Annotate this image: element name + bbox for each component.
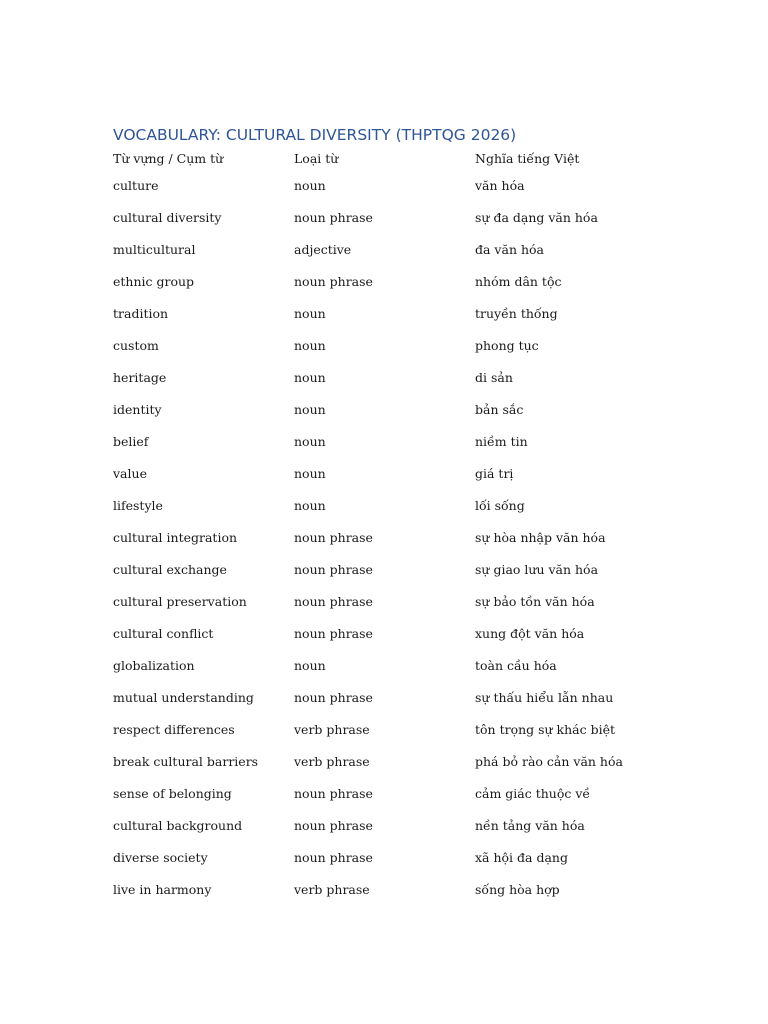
word-cell: culture (113, 177, 159, 193)
table-row (113, 361, 675, 393)
meaning-cell: truyền thống (475, 305, 558, 321)
word-cell: belief (113, 433, 149, 449)
type-cell: noun phrase (294, 273, 373, 289)
word-cell: mutual understanding (113, 689, 254, 705)
meaning-cell: phong tục (475, 337, 539, 353)
table-row (113, 649, 675, 681)
meaning-cell: cảm giác thuộc về (475, 785, 591, 801)
type-cell: noun phrase (294, 561, 373, 577)
type-cell: noun (294, 305, 326, 321)
table-row (113, 489, 675, 521)
meaning-cell: sự bảo tồn văn hóa (475, 593, 595, 609)
type-cell: verb phrase (294, 881, 370, 897)
word-cell: ethnic group (113, 273, 195, 289)
type-cell: verb phrase (294, 753, 370, 769)
table-row (113, 745, 675, 777)
table-row (113, 553, 675, 585)
word-cell: sense of belonging (113, 785, 232, 801)
word-cell: cultural exchange (113, 561, 227, 577)
meaning-cell: xung đột văn hóa (475, 625, 585, 641)
type-cell: noun phrase (294, 817, 373, 833)
meaning-cell: sự giao lưu văn hóa (475, 561, 599, 577)
table-row (113, 585, 675, 617)
table-row (113, 841, 675, 873)
word-cell: cultural background (113, 817, 243, 833)
table-row (113, 457, 675, 489)
meaning-cell: sự thấu hiểu lẫn nhau (475, 689, 614, 705)
table-row (113, 809, 675, 841)
word-cell: live in harmony (113, 881, 212, 897)
word-cell: cultural diversity (113, 209, 222, 225)
word-cell: heritage (113, 369, 167, 385)
table-row (113, 777, 675, 809)
type-cell: noun (294, 657, 326, 673)
word-cell: cultural integration (113, 529, 238, 545)
type-cell: noun phrase (294, 209, 373, 225)
type-cell: noun phrase (294, 529, 373, 545)
table-row (113, 329, 675, 361)
type-cell: noun (294, 433, 326, 449)
meaning-cell: phá bỏ rào cản văn hóa (475, 753, 623, 769)
meaning-cell: sự đa dạng văn hóa (475, 209, 598, 225)
meaning-cell: xã hội đa dạng (475, 849, 568, 865)
word-cell: respect differences (113, 721, 235, 737)
header-vocabulary: Từ vựng / Cụm từ (113, 150, 224, 166)
meaning-cell: di sản (475, 369, 513, 385)
meaning-cell: bản sắc (475, 401, 524, 417)
type-cell: noun (294, 177, 326, 193)
document-title: VOCABULARY: CULTURAL DIVERSITY (THPTQG 2026) (113, 126, 517, 144)
meaning-cell: sống hòa hợp (475, 881, 560, 897)
meaning-cell: tôn trọng sự khác biệt (475, 721, 616, 737)
meaning-cell: nền tảng văn hóa (475, 817, 585, 833)
type-cell: noun (294, 337, 326, 353)
table-row (113, 393, 675, 425)
meaning-cell: đa văn hóa (475, 241, 544, 257)
table-row (113, 873, 675, 905)
type-cell: verb phrase (294, 721, 370, 737)
word-cell: cultural preservation (113, 593, 247, 609)
type-cell: noun phrase (294, 785, 373, 801)
type-cell: noun (294, 401, 326, 417)
table-row (113, 713, 675, 745)
table-row (113, 617, 675, 649)
table-row (113, 201, 675, 233)
type-cell: adjective (294, 241, 352, 257)
meaning-cell: nhóm dân tộc (475, 273, 562, 289)
table-row (113, 265, 675, 297)
table-row (113, 297, 675, 329)
word-cell: value (113, 465, 147, 481)
type-cell: noun (294, 465, 326, 481)
header-vietnamese-meaning: Nghĩa tiếng Việt (475, 150, 580, 166)
meaning-cell: giá trị (475, 465, 514, 481)
meaning-cell: niềm tin (475, 433, 528, 449)
word-cell: multicultural (113, 241, 196, 257)
table-row (113, 233, 675, 265)
word-cell: lifestyle (113, 497, 163, 513)
meaning-cell: sự hòa nhập văn hóa (475, 529, 606, 545)
type-cell: noun (294, 497, 326, 513)
meaning-cell: toàn cầu hóa (475, 657, 557, 673)
type-cell: noun (294, 369, 326, 385)
table-row (113, 521, 675, 553)
word-cell: custom (113, 337, 159, 353)
table-body (113, 169, 675, 905)
type-cell: noun phrase (294, 625, 373, 641)
vocabulary-table (113, 147, 675, 905)
table-row (113, 425, 675, 457)
word-cell: diverse society (113, 849, 208, 865)
type-cell: noun phrase (294, 593, 373, 609)
word-cell: break cultural barriers (113, 753, 259, 769)
type-cell: noun phrase (294, 849, 373, 865)
type-cell: noun phrase (294, 689, 373, 705)
meaning-cell: văn hóa (475, 177, 525, 193)
table-header-row (113, 147, 675, 169)
table-row (113, 169, 675, 201)
header-word-type: Loại từ (294, 150, 339, 166)
word-cell: globalization (113, 657, 195, 673)
word-cell: identity (113, 401, 162, 417)
meaning-cell: lối sống (475, 497, 525, 513)
word-cell: cultural conflict (113, 625, 214, 641)
table-row (113, 681, 675, 713)
word-cell: tradition (113, 305, 169, 321)
